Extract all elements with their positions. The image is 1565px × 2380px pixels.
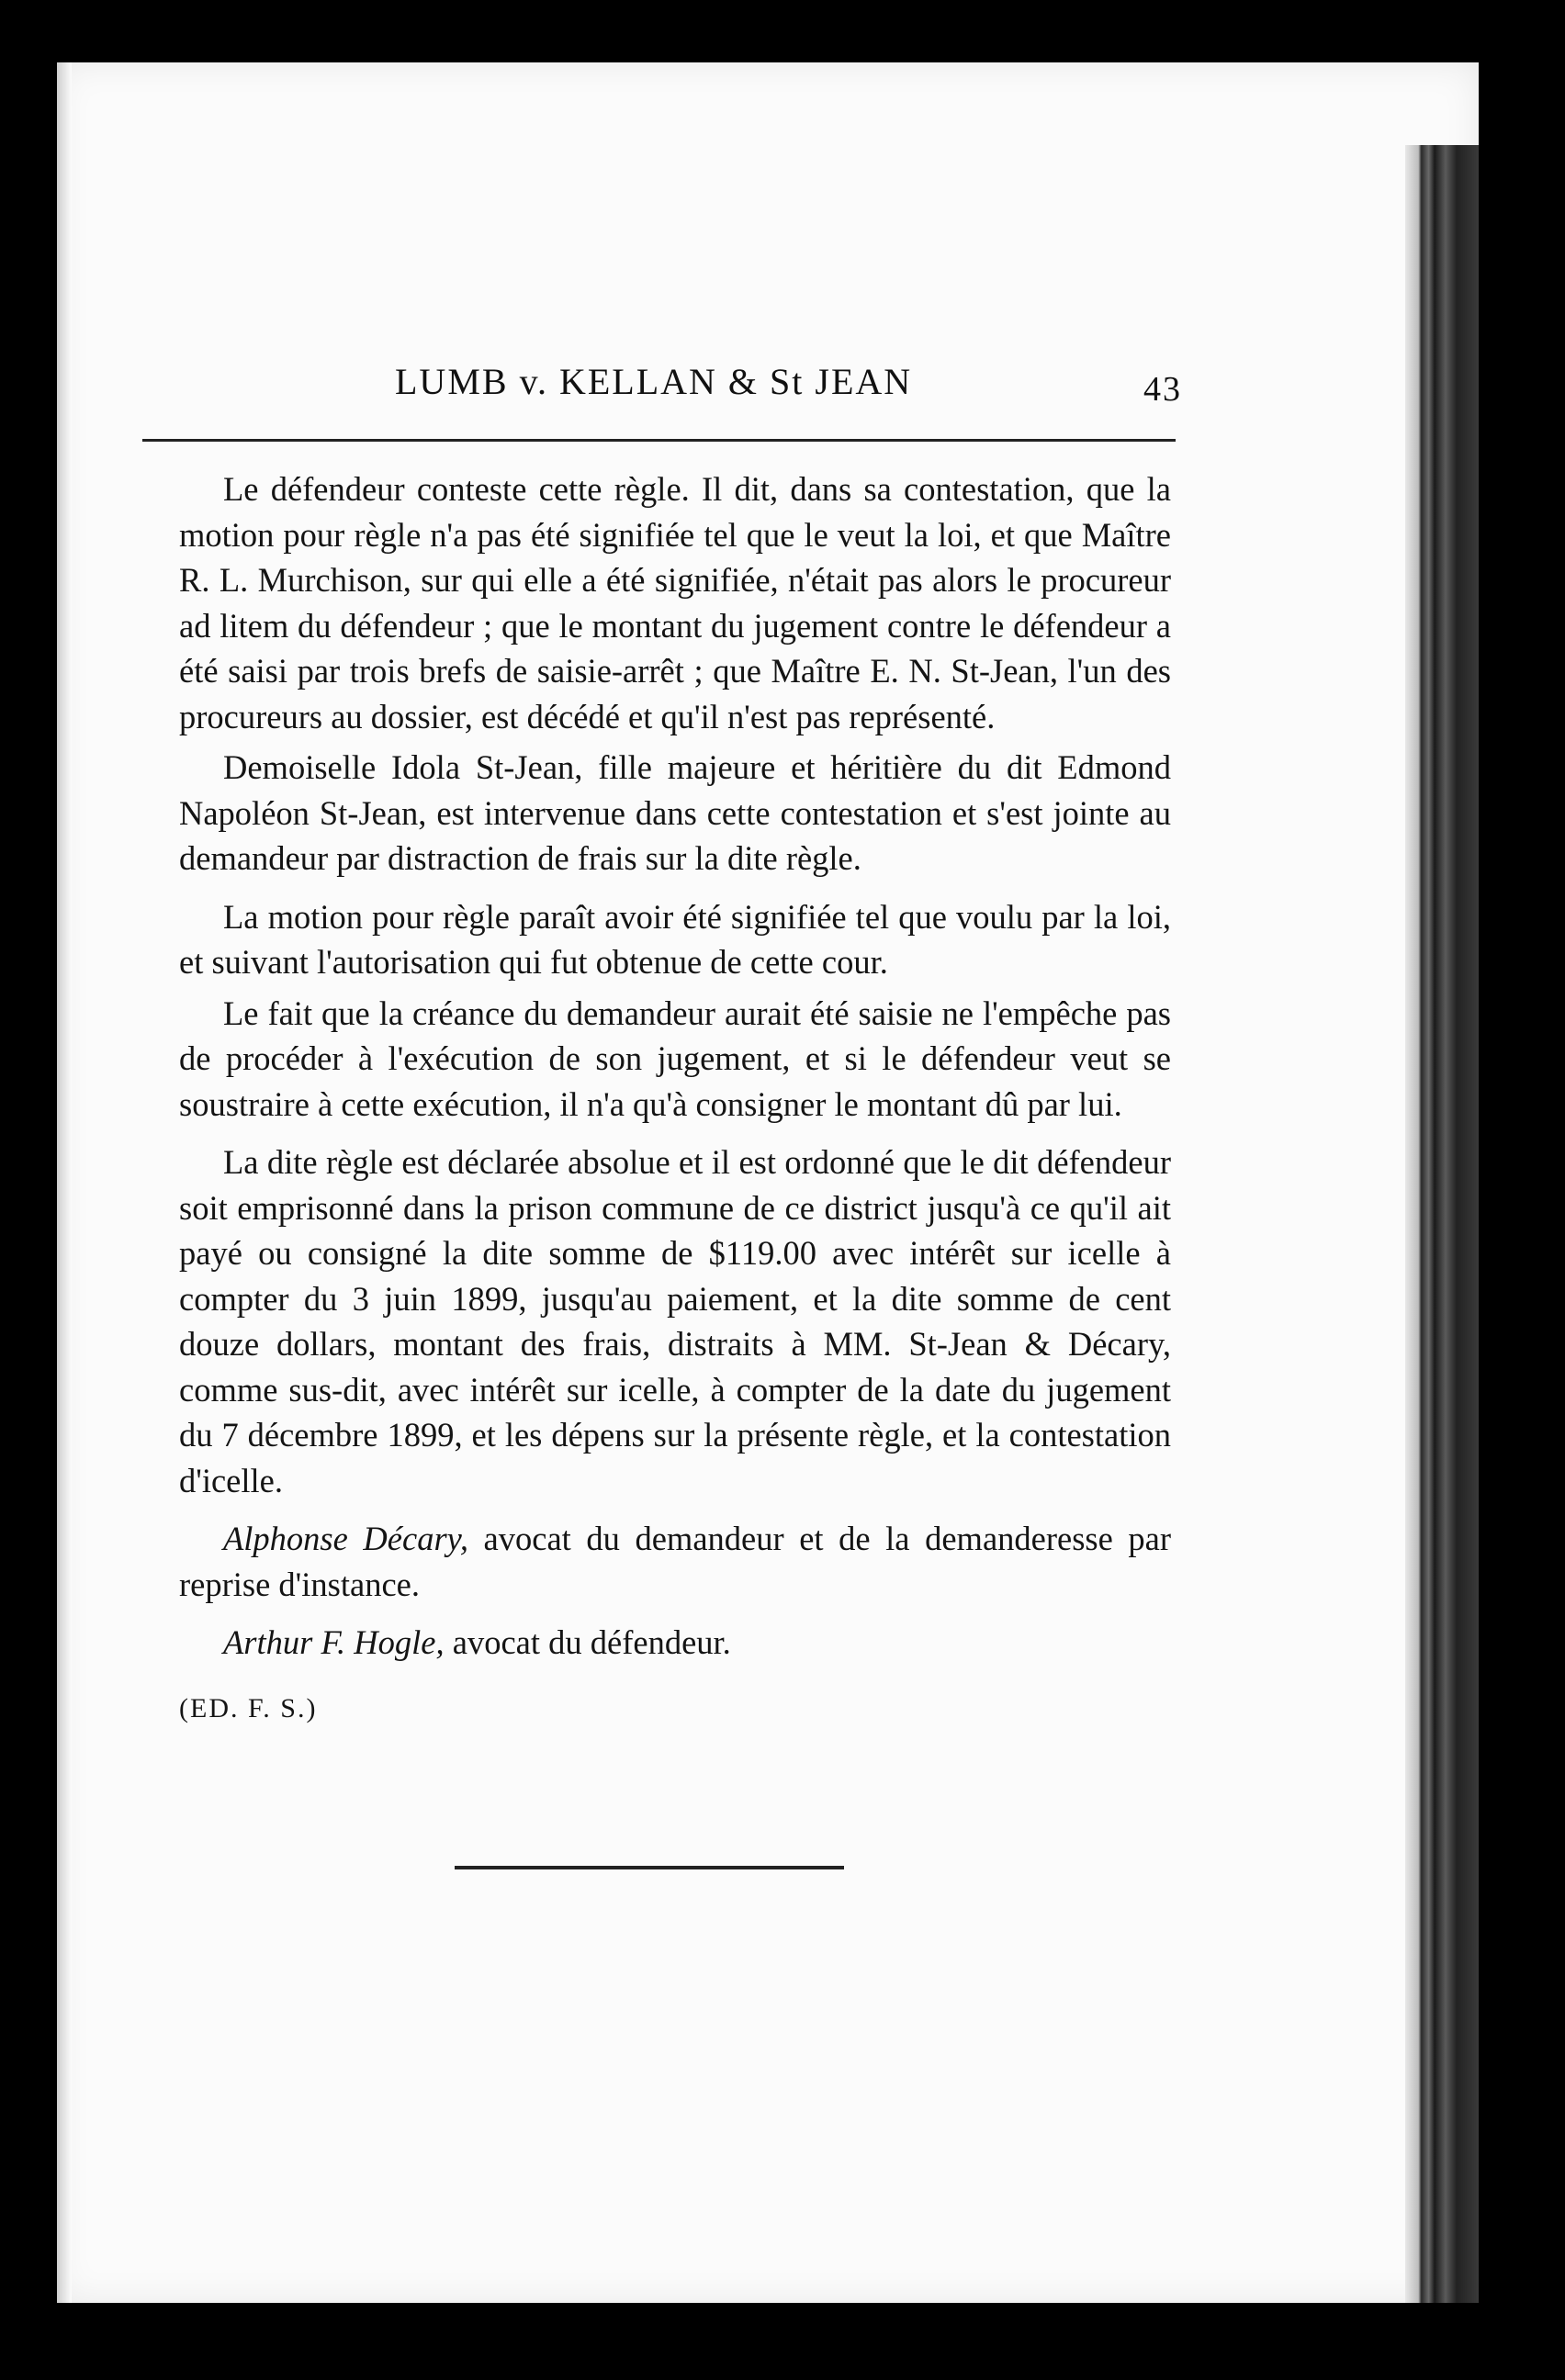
- paragraph-judgment: La dite règle est déclarée absolue et il est ordonné que le dit défendeur soit emprisonné dans la prison commune de ce district jusqu'à ce qu'il ait payé ou consigné la dite somme de $119.00 avec intérêt sur icelle à compter du 3 juin 1899, jusqu'au paiement, et la dite somme de cent douze dollars, montant des frais, distraits à MM. St-Jean & Décary, comme sus-dit, avec intérêt sur icelle, à compter de la date du jugement du 7 décembre 1899, et les dépens sur la présente règle, et la contestation d'icelle.: [179, 1143, 1171, 1499]
- page-number: 43: [1143, 370, 1182, 409]
- page-gutter-shadow: [57, 62, 72, 2303]
- page-edge-stack: [1405, 145, 1479, 2303]
- counsel-plaintiff-role: avocat du demandeur et de la demanderesse par reprise d'instance.: [179, 1520, 1171, 1603]
- paragraph-motion: La motion pour règle paraît avoir été signifiée tel que voulu par la loi, et suivant l'autorisation qui fut obtenue de cette cour.: [179, 897, 1171, 981]
- counsel-defendant: [179, 1620, 1171, 1666]
- running-head: LUMB v. KELLAN & St JEAN: [395, 361, 913, 402]
- paragraph-creance: Le fait que la créance du demandeur aurait été saisie ne l'empêche pas de procéder à l'exécution de son jugement, et si le défendeur veut se soustraire à cette exécution, il n'a qu'à consigner le montant dû par lui.: [179, 994, 1171, 1123]
- paragraph-contestation: Le défendeur conteste cette règle. Il dit, dans sa contestation, que la motion pour règle n'a pas été signifiée tel que le veut la loi, et que Maître R. L. Murchison, sur qui elle a été signifiée, n'était pas alors le procureur ad litem du défendeur ; que le montant du jugement contre le défendeur a été saisi par trois brefs de saisie-arrêt ; que Maître E. N. St-Jean, l'un des procureurs au dossier, est décédé et qu'il n'est pas représenté.: [179, 470, 1171, 735]
- paragraph-intervention: Demoiselle Idola St-Jean, fille majeure et héritière du dit Edmond Napoléon St-Jean, est intervenue dans cette contestation et s'est jointe au demandeur par distraction de frais sur la dite règle.: [179, 748, 1171, 877]
- body-text: [179, 466, 1171, 1731]
- editor-initials: (ED. F. S.): [179, 1692, 318, 1723]
- closing-rule: [455, 1866, 844, 1869]
- counsel-plaintiff-name: Alphonse Décary,: [223, 1520, 468, 1557]
- counsel-plaintiff: [179, 1516, 1171, 1607]
- page-header: [395, 360, 1222, 415]
- counsel-defendant-name: Arthur F. Hogle,: [223, 1623, 445, 1661]
- header-rule: [142, 439, 1176, 442]
- counsel-defendant-role: avocat du défendeur.: [444, 1623, 731, 1661]
